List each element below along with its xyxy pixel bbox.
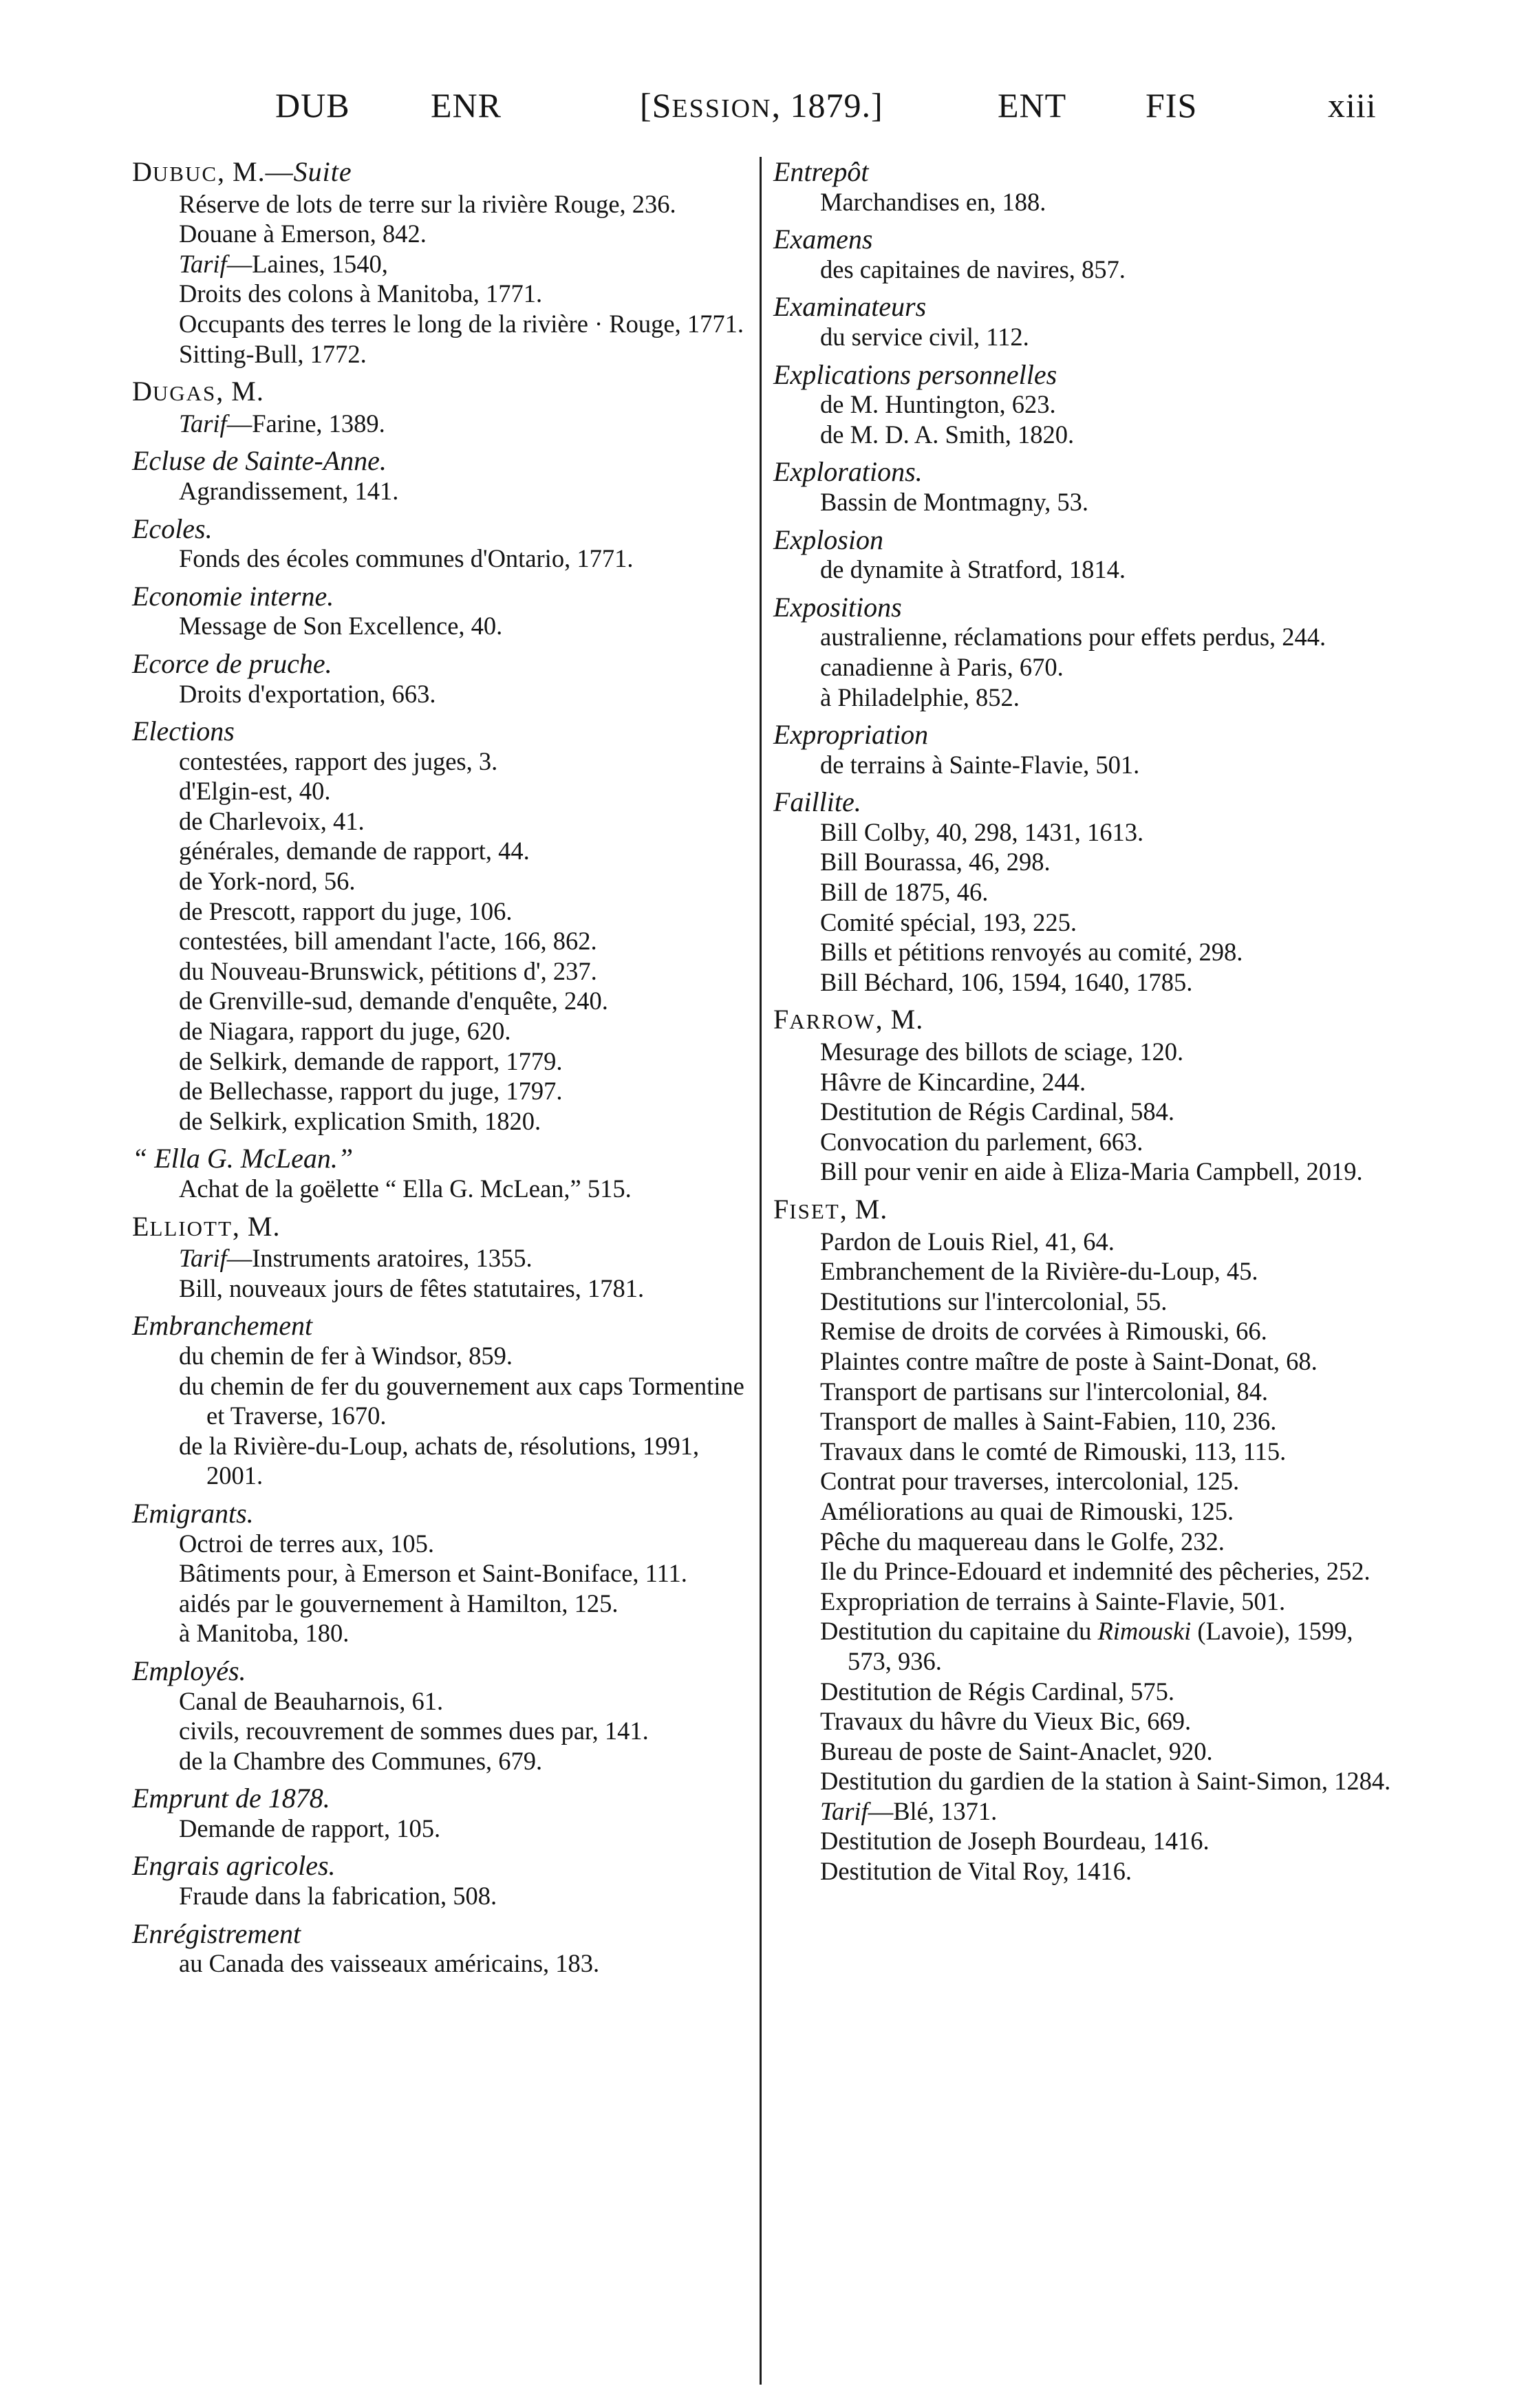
subitem-text: de la Rivière-du-Loup, achats de, résolutions, 1991, 2001. — [179, 1431, 700, 1490]
entry-heading: Ecluse de Sainte-Anne. — [132, 445, 387, 477]
index-entry — [773, 457, 1393, 517]
entry-subitem — [160, 1243, 751, 1273]
entry-subitem — [160, 956, 751, 987]
subitem-text: du service civil, 112. — [820, 322, 1029, 351]
entry-subitem — [160, 1589, 751, 1619]
heading-smallcaps: ARROW — [789, 1009, 876, 1034]
entry-subitem — [160, 1273, 751, 1304]
entry-subitem — [801, 1256, 1393, 1287]
entry-heading — [132, 157, 751, 189]
entry-subitem — [160, 866, 751, 896]
entry-subitem — [160, 339, 751, 369]
subitem-label: Tarif — [179, 249, 227, 278]
subitem-text: de Prescott, rapport du juge, 106. — [179, 896, 513, 925]
subitem-text: Agrandissement, 141. — [179, 476, 399, 505]
entry-subitem — [801, 1316, 1393, 1346]
entry-subitem — [801, 682, 1393, 713]
index-entry — [132, 1143, 751, 1203]
entry-subitem — [160, 1046, 751, 1077]
entry-subitem — [160, 1558, 751, 1589]
entry-subitem — [801, 389, 1393, 420]
entry-subitem — [801, 877, 1393, 907]
entry-subitem — [160, 926, 751, 956]
subitem-label: Tarif — [820, 1796, 868, 1825]
entry-heading: Embranchement — [132, 1310, 313, 1342]
index-entry — [132, 514, 751, 574]
subitem-label: Tarif — [179, 1244, 227, 1273]
entry-heading: Expropriation — [773, 719, 929, 751]
index-entry — [132, 1783, 751, 1843]
subitem-text: de Charlevoix, 41. — [179, 806, 365, 835]
index-entry — [132, 376, 751, 438]
index-entry — [132, 1919, 751, 1979]
index-entry — [773, 592, 1393, 712]
entry-subitem — [801, 817, 1393, 848]
entry-subitem — [801, 1377, 1393, 1407]
index-entry — [132, 1656, 751, 1776]
index-entry — [773, 292, 1393, 352]
entry-subitem — [801, 1856, 1393, 1886]
subitem-text: générales, demande de rapport, 44. — [179, 837, 530, 866]
subitem-text: de Bellechasse, rapport du juge, 1797. — [179, 1077, 563, 1106]
subitem-text: Contrat pour traverses, intercolonial, 125. — [820, 1467, 1240, 1496]
entry-heading: Explorations. — [773, 456, 923, 488]
entry-subitem — [160, 249, 751, 279]
subitem-text: australienne, réclamations pour effets perdus, 244. — [820, 623, 1326, 652]
subitem-text: Occupants des terres le long de la rivière · Rouge, 1771. — [179, 309, 744, 338]
subitem-text: Droits d'exportation, 663. — [179, 679, 436, 708]
entry-heading — [132, 1212, 751, 1244]
entry-subitem — [160, 309, 751, 339]
entry-subitem — [160, 409, 751, 439]
subitem-text: contestées, bill amendant l'acte, 166, 862. — [179, 927, 597, 956]
subitem-text: Fraude dans la fabrication, 508. — [179, 1882, 497, 1911]
header-left-b: ENR — [431, 86, 502, 125]
entry-subitem — [801, 1826, 1393, 1856]
heading-smallcaps: LLIOTT — [149, 1216, 233, 1240]
entry-subitem — [160, 1106, 751, 1137]
entry-heading: Explications personnelles — [773, 358, 1057, 390]
entry-subitem — [160, 279, 751, 309]
entry-subitem — [801, 1127, 1393, 1157]
subitem-text: Bâtiments pour, à Emerson et Saint-Boniface, 111. — [179, 1559, 687, 1588]
subitem-text: Destitution du gardien de la station à Saint-Simon, 1284. — [820, 1767, 1391, 1796]
entry-subitem — [160, 1016, 751, 1046]
entry-subitem — [160, 1881, 751, 1911]
index-entry — [773, 1004, 1393, 1187]
entry-heading: Explosion — [773, 524, 883, 555]
entry-heading: Employés. — [132, 1655, 246, 1686]
entry-subitem — [801, 1097, 1393, 1127]
subitem-text: Demande de rapport, 105. — [179, 1814, 441, 1842]
entry-subitem — [801, 652, 1393, 682]
subitem-text: Canal de Beauharnois, 61. — [179, 1686, 444, 1715]
entry-subitem — [160, 1174, 751, 1204]
entry-subitem — [801, 420, 1393, 450]
entry-subitem — [801, 1616, 1393, 1676]
index-entry — [773, 224, 1393, 284]
subitem-text: du chemin de fer du gouvernement aux caps Tormentine et Traverse, 1670. — [179, 1371, 744, 1430]
header-right-a: ENT — [998, 86, 1067, 125]
entry-heading: Emprunt de 1878. — [132, 1783, 330, 1814]
header-left-a: DUB — [275, 86, 350, 125]
header-session: [SESSION, 1879.] — [640, 86, 883, 125]
index-entry — [132, 1311, 751, 1491]
subitem-text: Droits des colons à Manitoba, 1771. — [179, 279, 543, 308]
subitem-text: Ile du Prince-Edouard et indemnité des pêcheries, 252. — [820, 1557, 1371, 1586]
heading-suite: Suite — [293, 156, 352, 187]
index-entry — [132, 1212, 751, 1304]
subitem-text-pre: Destitution du capitaine du — [820, 1617, 1098, 1646]
subitem-text: Remise de droits de corvées à Rimouski, 66. — [820, 1317, 1267, 1346]
entry-subitem — [160, 836, 751, 866]
entry-subitem — [160, 544, 751, 574]
entry-subitem — [801, 1067, 1393, 1097]
subitem-italic: Rimouski — [1097, 1617, 1192, 1646]
subitem-text: Plaintes contre maître de poste à Saint-Donat, 68. — [820, 1346, 1318, 1375]
entry-subitem — [801, 1037, 1393, 1067]
entry-heading: Ecoles. — [132, 513, 213, 544]
subitem-text: Bill, nouveaux jours de fêtes statutaires, 1781. — [179, 1273, 645, 1302]
index-entry — [132, 1498, 751, 1648]
subitem-text: Destitution de Vital Roy, 1416. — [820, 1857, 1132, 1886]
entry-subitem — [801, 1466, 1393, 1496]
subitem-text: Transport de malles à Saint-Fabien, 110, 236. — [820, 1407, 1277, 1436]
subitem-text: Embranchement de la Rivière-du-Loup, 45. — [820, 1257, 1258, 1286]
entry-subitem — [801, 1227, 1393, 1257]
heading-initial: F — [773, 1194, 790, 1225]
entry-subitem — [160, 611, 751, 641]
entry-heading: “ Ella G. McLean.” — [132, 1143, 354, 1174]
entry-subitem — [801, 1287, 1393, 1317]
subitem-text: de dynamite à Stratford, 1814. — [820, 555, 1126, 584]
entry-subitem — [160, 189, 751, 219]
subitem-text: Réserve de lots de terre sur la rivière Rouge, 236. — [179, 189, 676, 218]
entry-subitem — [160, 746, 751, 777]
entry-heading: Expositions — [773, 591, 902, 623]
subitem-text: aidés par le gouvernement à Hamilton, 125. — [179, 1589, 619, 1617]
entry-subitem — [160, 679, 751, 709]
subitem-text: (Lavoie), 1599, 573, 936. — [848, 1617, 1353, 1675]
subitem-text: Achat de la goëlette “ Ella G. McLean,” 515. — [179, 1174, 632, 1203]
subitem-text: Destitution de Régis Cardinal, 584. — [820, 1097, 1174, 1126]
entry-heading: Enrégistrement — [132, 1917, 301, 1949]
entry-subitem — [160, 1716, 751, 1746]
entry-subitem — [160, 896, 751, 927]
entry-heading: Emigrants. — [132, 1497, 254, 1529]
heading-initial: E — [132, 1210, 150, 1242]
subitem-text: Bill Bourassa, 46, 298. — [820, 848, 1051, 877]
entry-subitem — [801, 1496, 1393, 1527]
subitem-text: Bassin de Montmagny, 53. — [820, 487, 1088, 516]
entry-subitem — [801, 1737, 1393, 1767]
entry-subitem — [801, 255, 1393, 285]
page-number: xiii — [1328, 86, 1377, 125]
subitem-text: Pardon de Louis Riel, 41, 64. — [820, 1227, 1115, 1256]
entry-subitem — [801, 1706, 1393, 1737]
entry-heading: Elections — [132, 716, 235, 747]
entry-heading: Examens — [773, 224, 873, 255]
heading-initial: D — [132, 156, 153, 187]
subitem-text: de Selkirk, explication Smith, 1820. — [179, 1106, 541, 1135]
heading-rest: , M.— — [217, 156, 294, 187]
heading-rest: , M. — [216, 376, 264, 407]
entry-heading: Faillite. — [773, 786, 861, 818]
subitem-text: Bill pour venir en aide à Eliza-Maria Campbell, 2019. — [820, 1157, 1363, 1186]
header-right-b: FIS — [1146, 86, 1198, 125]
subitem-text: Améliorations au quai de Rimouski, 125. — [820, 1496, 1234, 1525]
entry-subitem — [160, 476, 751, 506]
index-entry — [132, 649, 751, 709]
subitem-text: d'Elgin-est, 40. — [179, 777, 331, 806]
subitem-text: civils, recouvrement de sommes dues par, 141. — [179, 1717, 649, 1745]
entry-heading: Entrepôt — [773, 156, 869, 187]
heading-smallcaps: UBUC — [152, 162, 218, 186]
entry-subitem — [801, 907, 1393, 938]
subitem-label: Tarif — [179, 409, 227, 438]
entry-subitem — [801, 1587, 1393, 1617]
subitem-text: —Instruments aratoires, 1355. — [226, 1244, 533, 1273]
subitem-text: Bill Béchard, 106, 1594, 1640, 1785. — [820, 967, 1193, 996]
subitem-text: Fonds des écoles communes d'Ontario, 1771. — [179, 544, 634, 573]
subitem-text: Marchandises en, 188. — [820, 187, 1046, 216]
entry-subitem — [801, 1796, 1393, 1827]
entry-subitem — [160, 1814, 751, 1844]
entry-heading: Economie interne. — [132, 580, 334, 612]
heading-rest: , M. — [232, 1210, 281, 1242]
subitem-text: Travaux du hâvre du Vieux Bic, 669. — [820, 1707, 1192, 1736]
index-entry — [773, 360, 1393, 450]
heading-initial: F — [773, 1004, 790, 1035]
entry-heading — [773, 1004, 1393, 1037]
entry-subitem — [160, 1529, 751, 1559]
subitem-text: Douane à Emerson, 842. — [179, 219, 427, 248]
subitem-text: contestées, rapport des juges, 3. — [179, 746, 498, 775]
subitem-text: —Laines, 1540, — [226, 249, 388, 278]
subitem-text: Destitution de Régis Cardinal, 575. — [820, 1677, 1174, 1706]
subitem-text: Destitutions sur l'intercolonial, 55. — [820, 1287, 1168, 1315]
column-divider — [760, 157, 762, 2385]
subitem-text: Octroi de terres aux, 105. — [179, 1529, 434, 1558]
subitem-text: Comité spécial, 193, 225. — [820, 907, 1077, 936]
entry-subitem — [801, 1766, 1393, 1796]
subitem-text: Convocation du parlement, 663. — [820, 1127, 1143, 1156]
subitem-text: au Canada des vaisseaux américains, 183. — [179, 1949, 600, 1978]
subitem-text: de terrains à Sainte-Flavie, 501. — [820, 750, 1140, 779]
subitem-text: de Grenville-sud, demande d'enquête, 240. — [179, 987, 608, 1015]
heading-initial: D — [132, 376, 153, 407]
entry-subitem — [160, 1431, 751, 1491]
running-header — [0, 81, 1526, 129]
index-entry — [132, 581, 751, 641]
subitem-text: Bureau de poste de Saint-Anaclet, 920. — [820, 1737, 1213, 1765]
subitem-text: des capitaines de navires, 857. — [820, 255, 1126, 283]
entry-heading: Ecorce de pruche. — [132, 647, 332, 679]
entry-heading — [132, 376, 751, 409]
subitem-text: —Farine, 1389. — [226, 409, 385, 438]
index-entry — [132, 446, 751, 506]
entry-subitem — [801, 187, 1393, 217]
subitem-text: de la Chambre des Communes, 679. — [179, 1746, 543, 1775]
subitem-text: de York-nord, 56. — [179, 867, 356, 896]
entry-subitem — [801, 1157, 1393, 1187]
index-entry — [132, 157, 751, 369]
subitem-text: Bill Colby, 40, 298, 1431, 1613. — [820, 817, 1144, 846]
index-entry — [773, 1194, 1393, 1886]
subitem-text: Destitution de Joseph Bourdeau, 1416. — [820, 1827, 1210, 1856]
entry-subitem — [801, 622, 1393, 652]
entry-subitem — [160, 1686, 751, 1717]
entry-subitem — [160, 1746, 751, 1776]
heading-smallcaps: UGAS — [152, 381, 217, 406]
heading-rest: , M. — [875, 1004, 924, 1035]
subitem-text: Bill de 1875, 46. — [820, 878, 989, 907]
entry-subitem — [801, 1556, 1393, 1587]
index-entry — [773, 720, 1393, 780]
subitem-text: du Nouveau-Brunswick, pétitions d', 237. — [179, 956, 597, 985]
heading-smallcaps: ISET — [789, 1199, 840, 1223]
index-column-right — [773, 157, 1393, 1886]
subitem-text: de Niagara, rapport du juge, 620. — [179, 1017, 511, 1046]
entry-subitem — [801, 322, 1393, 352]
entry-subitem — [801, 967, 1393, 998]
entry-heading: Engrais agricoles. — [132, 1850, 336, 1882]
entry-subitem — [801, 1437, 1393, 1467]
entry-subitem — [801, 1527, 1393, 1557]
index-column-left — [132, 157, 751, 1979]
entry-subitem — [160, 806, 751, 837]
entry-subitem — [801, 487, 1393, 517]
subitem-text: canadienne à Paris, 670. — [820, 652, 1064, 681]
index-entry — [773, 787, 1393, 997]
entry-heading: Examinateurs — [773, 291, 927, 323]
entry-subitem — [160, 1341, 751, 1371]
subitem-text: Transport de partisans sur l'intercolonial, 84. — [820, 1377, 1268, 1406]
entry-subitem — [801, 1677, 1393, 1707]
entry-subitem — [160, 1948, 751, 1979]
entry-subitem — [160, 776, 751, 806]
subitem-text: de M. D. A. Smith, 1820. — [820, 420, 1075, 449]
entry-subitem — [160, 219, 751, 249]
subitem-text: Sitting-Bull, 1772. — [179, 339, 367, 368]
index-entry — [773, 525, 1393, 585]
subitem-text: de Selkirk, demande de rapport, 1779. — [179, 1046, 563, 1075]
subitem-text: —Blé, 1371. — [868, 1796, 998, 1825]
subitem-text: Expropriation de terrains à Sainte-Flavie, 501. — [820, 1587, 1286, 1615]
entry-subitem — [160, 986, 751, 1016]
entry-subitem — [801, 937, 1393, 967]
subitem-text: Mesurage des billots de sciage, 120. — [820, 1038, 1184, 1066]
index-entry — [132, 1851, 751, 1911]
entry-subitem — [801, 847, 1393, 877]
entry-subitem — [801, 555, 1393, 585]
subitem-text: Pêche du maquereau dans le Golfe, 232. — [820, 1527, 1225, 1556]
subitem-text: du chemin de fer à Windsor, 859. — [179, 1341, 513, 1370]
subitem-text: à Philadelphie, 852. — [820, 682, 1020, 711]
index-entry — [773, 157, 1393, 217]
index-entry — [132, 716, 751, 1136]
entry-subitem — [801, 750, 1393, 780]
entry-heading — [773, 1194, 1393, 1227]
subitem-text: Bills et pétitions renvoyés au comité, 298. — [820, 938, 1243, 967]
subitem-text: à Manitoba, 180. — [179, 1619, 350, 1648]
entry-subitem — [160, 1371, 751, 1431]
subitem-text: Hâvre de Kincardine, 244. — [820, 1067, 1086, 1096]
entry-subitem — [160, 1618, 751, 1648]
heading-rest: , M. — [839, 1194, 888, 1225]
entry-subitem — [160, 1076, 751, 1106]
entry-subitem — [801, 1346, 1393, 1377]
entry-subitem — [801, 1406, 1393, 1437]
subitem-text: Travaux dans le comté de Rimouski, 113, 115. — [820, 1437, 1287, 1465]
subitem-text: Message de Son Excellence, 40. — [179, 612, 503, 641]
subitem-text: de M. Huntington, 623. — [820, 390, 1056, 419]
